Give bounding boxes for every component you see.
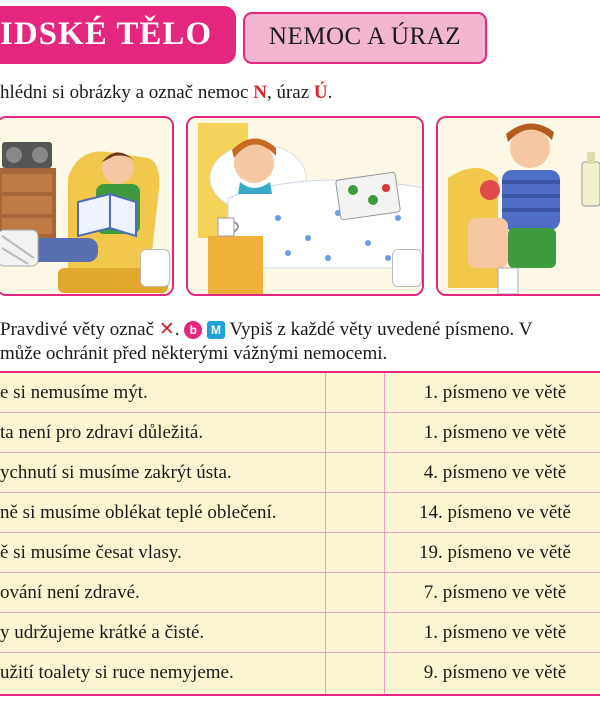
column-divider bbox=[384, 573, 385, 612]
letter-hint-cell: 4. písmeno ve větě bbox=[423, 462, 567, 483]
letter-hint-cell: 1. písmeno ve větě bbox=[423, 422, 567, 443]
table-row bbox=[0, 533, 600, 573]
column-divider bbox=[384, 373, 385, 412]
task2-text-before: Pravdivé věty označ bbox=[0, 319, 159, 340]
picture-panel-1 bbox=[0, 116, 174, 296]
task2-text-after: Vypiš z každé věty uvedené písmeno. V bbox=[224, 319, 533, 340]
task1-instruction bbox=[0, 82, 332, 104]
letter-hint-cell: 1. písmeno ve větě bbox=[423, 382, 567, 403]
task1-text-mid: , úraz bbox=[266, 82, 314, 103]
mark-n: N bbox=[253, 82, 267, 103]
letter-hint-cell: 7. písmeno ve větě bbox=[423, 582, 567, 603]
column-divider bbox=[384, 453, 385, 492]
picture-panel-3 bbox=[436, 116, 600, 296]
answer-box-1[interactable] bbox=[140, 249, 170, 287]
table-row bbox=[0, 413, 600, 453]
table-row bbox=[0, 573, 600, 613]
sentence-cell: e si nemusíme mýt. bbox=[0, 382, 148, 403]
task2-instruction bbox=[0, 317, 532, 366]
injured-boy-illustration bbox=[438, 118, 600, 296]
sentence-cell: užití toalety si ruce nemyjeme. bbox=[0, 662, 234, 683]
task1-text-after: . bbox=[327, 82, 333, 103]
table-row bbox=[0, 613, 600, 653]
letter-hint-cell: 14. písmeno ve větě bbox=[419, 502, 571, 523]
badge-b-icon: b bbox=[184, 321, 202, 339]
letter-hint-cell: 19. písmeno ve větě bbox=[419, 542, 571, 563]
task2-dot: . bbox=[174, 319, 180, 340]
sentence-cell: ě si musíme česat vlasy. bbox=[0, 542, 182, 563]
column-divider bbox=[325, 413, 326, 452]
table-row bbox=[0, 453, 600, 493]
column-divider bbox=[325, 653, 326, 694]
table-row bbox=[0, 373, 600, 413]
sick-girl-illustration bbox=[188, 118, 424, 296]
sentence-cell: ně si musíme oblékat teplé oblečení. bbox=[0, 502, 277, 523]
cross-mark-icon: ✕ bbox=[158, 318, 175, 340]
sentence-cell: y udržujeme krátké a čisté. bbox=[0, 622, 205, 643]
topic-tab bbox=[243, 12, 487, 64]
chapter-title-banner bbox=[0, 6, 236, 64]
header bbox=[0, 0, 600, 66]
column-divider bbox=[325, 613, 326, 652]
topic-title: NEMOC A ÚRAZ bbox=[268, 23, 462, 50]
column-divider bbox=[384, 413, 385, 452]
badge-m-icon: M bbox=[207, 321, 225, 339]
column-divider bbox=[384, 613, 385, 652]
sentence-cell: ta není pro zdraví důležitá. bbox=[0, 422, 204, 443]
column-divider bbox=[384, 653, 385, 694]
sentence-cell: ování není zdravé. bbox=[0, 582, 140, 603]
column-divider bbox=[325, 453, 326, 492]
chapter-title: IDSKÉ TĚLO bbox=[0, 16, 213, 52]
table-row bbox=[0, 493, 600, 533]
column-divider bbox=[384, 493, 385, 532]
sentence-cell: ychnutí si musíme zakrýt ústa. bbox=[0, 462, 232, 483]
column-divider bbox=[384, 533, 385, 572]
column-divider bbox=[325, 373, 326, 412]
picture-panel-2 bbox=[186, 116, 424, 296]
column-divider bbox=[325, 533, 326, 572]
mark-u: Ú bbox=[313, 82, 328, 103]
task2-line2: může ochránit před některými vážnými nemocemi. bbox=[0, 343, 388, 364]
table-row bbox=[0, 653, 600, 694]
column-divider bbox=[325, 573, 326, 612]
answer-box-2[interactable] bbox=[392, 249, 422, 287]
sentence-table bbox=[0, 371, 600, 696]
task1-text-before: hlédni si obrázky a označ nemoc bbox=[0, 82, 254, 103]
column-divider bbox=[325, 493, 326, 532]
letter-hint-cell: 1. písmeno ve větě bbox=[423, 622, 567, 643]
task2-line1 bbox=[0, 317, 532, 342]
letter-hint-cell: 9. písmeno ve větě bbox=[423, 662, 567, 683]
